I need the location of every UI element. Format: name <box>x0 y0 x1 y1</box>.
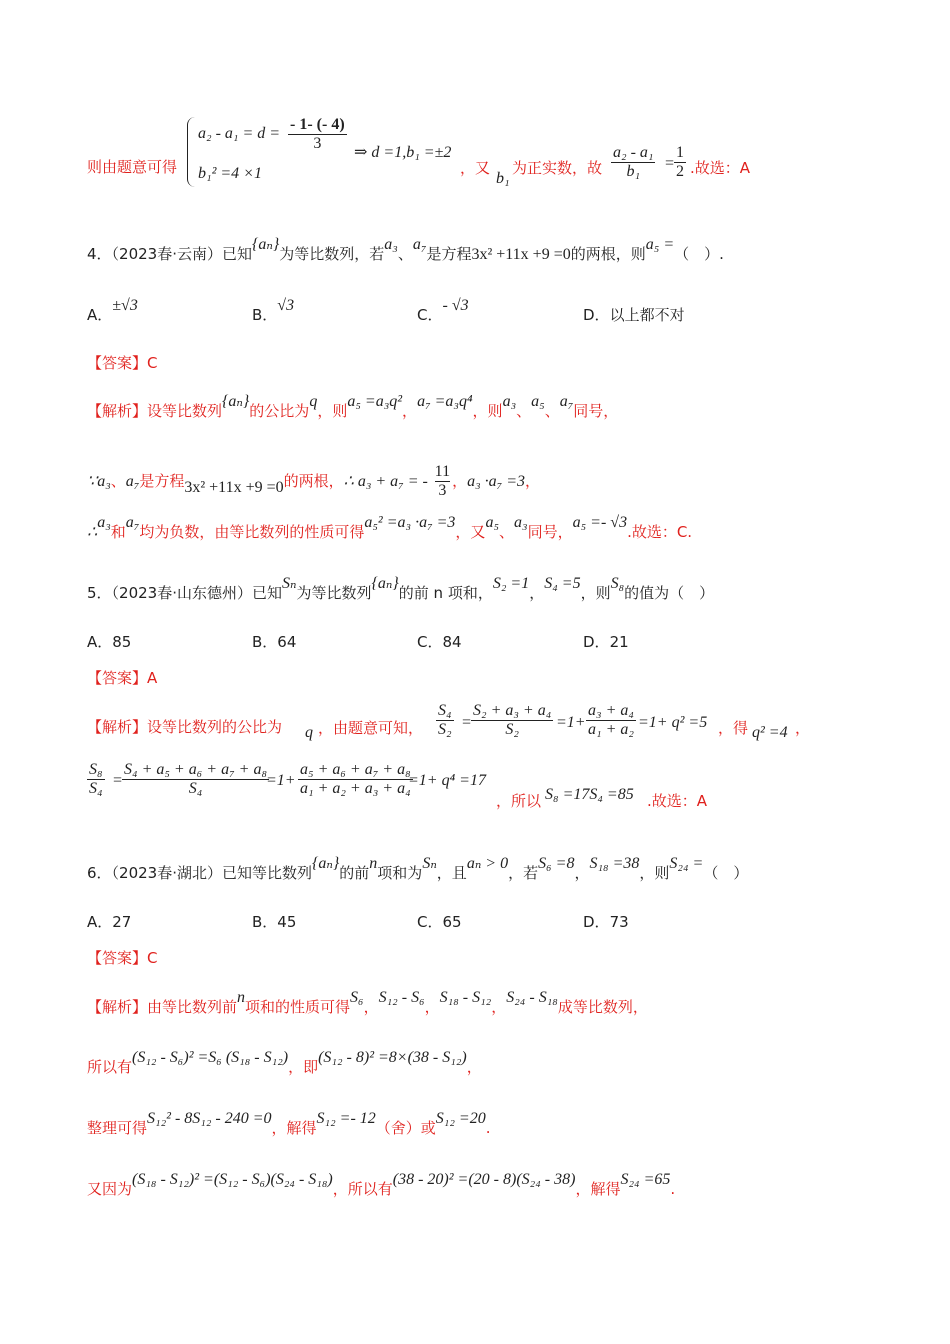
q5-frac-s4-s2: $\frac{\text{S₄}}{\text{S₂}}$ <box>438 702 452 738</box>
q6-option-b[interactable]: B．45 <box>252 913 297 931</box>
q5-g-eq2: =1+ <box>266 772 296 789</box>
q6-option-a[interactable]: A．27 <box>87 913 132 931</box>
q4-answer: 【答案】C <box>87 354 158 372</box>
q5-frac-3: $\frac{\text{a₃ + a₄}}{\text{a₁ + a₂}}$ <box>588 702 634 738</box>
q5-eq3: =1+ q² =5 <box>638 714 708 731</box>
q5-frac-s8-s4: $\frac{\text{S₈}}{\text{S₄}}$ <box>89 761 103 797</box>
system-row-1: a₂ - a₁ = d = <box>198 125 281 142</box>
q6-stem: 6．（2023春·湖北）已知等比数列{aₙ}的前n项和为Sₙ，且aₙ > 0，若S₆ =8，S₁₈ =38，则S₂₄ =（ ） <box>87 855 749 882</box>
prev-fraction: $\frac{\text{a₂ - a₁}}{\text{b₁}}$ <box>613 144 654 180</box>
prev-lead: 则由题意可得 <box>87 158 178 176</box>
q5-q: q <box>305 724 313 741</box>
q6-analysis-line-2: 所以有(S₁₂ - S₆)² =S₆ (S₁₈ - S₁₂)，即(S₁₂ - 8)² =8×(38 - S₁₂)， <box>87 1049 482 1076</box>
q5-frac-g3: $\frac{\text{a₅ + a₆ + a₇ + a₈}}{\text{a₁ + a₂ + a₃ + a₄}}$ <box>300 761 411 797</box>
q4-option-b[interactable]: B．√3 <box>252 297 295 324</box>
system-row-2: b₁² =4 ×1 <box>198 165 262 182</box>
q5-g-eq3: =1+ q⁴ =17 <box>408 772 486 789</box>
q6-answer: 【答案】C <box>87 949 158 967</box>
q4-option-c[interactable]: C．- √3 <box>417 297 469 324</box>
q5-analysis-l2-m: S₈ =17S₄ =85 <box>545 786 634 803</box>
q5-option-a[interactable]: A．85 <box>87 633 132 651</box>
q5-q2: q² =4 <box>752 724 788 741</box>
system-brace <box>187 117 198 187</box>
q4-fraction-11-3: $\frac{11}{3}$ <box>434 463 451 499</box>
q4-stem: 4．（2023春·云南）已知{aₙ}为等比数列，若a₃、a₇是方程3x² +11x +9 =0的两根，则a₅ =（ ）. <box>87 236 724 263</box>
q4-option-d[interactable]: D．以上都不对 <box>583 306 685 324</box>
q5-analysis-l2-b: .故选：A <box>647 792 708 810</box>
q5-option-b[interactable]: B．64 <box>252 633 297 651</box>
q6-analysis-line-4: 又因为(S₁₈ - S₁₂)² =(S₁₂ - S₆)(S₂₄ - S₁₈)，所以有(38 - 20)² =(20 - 8)(S₂₄ - 38)，解得S₂₄ =65. <box>87 1171 676 1198</box>
q5-stem: 5．（2023春·山东德州）已知Sₙ为等比数列{aₙ}的前 n 项和，S₂ =1，S₄ =5，则S₈的值为（ ） <box>87 575 715 602</box>
q5-frac-2: $\frac{\text{S₂ + a₃ + a₄}}{\text{S₂}}$ <box>473 702 552 738</box>
q5-analysis-l2-a: ，所以 <box>496 792 542 810</box>
prev-mid2: 为正实数，故 <box>512 159 603 177</box>
half-fraction: $\frac{1}{2}$ <box>676 144 684 180</box>
q4-analysis-line-1: 【解析】设等比数列{aₙ}的公比为q，则a₅ =a₃q²，a₇ =a₃q⁴，则a₃、a₅、a₇同号， <box>87 393 619 420</box>
q6-option-c[interactable]: C．65 <box>417 913 462 931</box>
system-row-1-tail: ⇒ d =1,b₁ =±2 <box>354 144 452 161</box>
q6-analysis-line-3: 整理可得S₁₂² - 8S₁₂ - 240 =0，解得S₁₂ =- 12（舍）或S₁₂ =20. <box>87 1110 491 1137</box>
q5-analysis-text-d: ， <box>795 719 811 737</box>
prev-end: .故选：A <box>690 159 751 177</box>
q5-frac-g2: $\frac{\text{S₄ + a₅ + a₆ + a₇ + a₈}}{\text{S₄}}$ <box>124 761 267 797</box>
q4-option-a[interactable]: A．±√3 <box>87 297 138 324</box>
q5-g-eq1: = <box>112 772 123 789</box>
q4-analysis-line-2: ∵a₃、a₇是方程3x² +11x +9 =0的两根，∴ a₃ + a₇ = - $\frac{11}{3}$ ，a₃ ·a₇ =3， <box>87 463 541 499</box>
q5-option-c[interactable]: C．84 <box>417 633 462 651</box>
q6-option-d[interactable]: D．73 <box>583 913 629 931</box>
prev-b1: b₁ <box>496 170 510 187</box>
q5-analysis-text-b: ，由题意可知， <box>318 719 424 737</box>
q5-analysis-lead: 【解析】设等比数列的公比为 <box>87 718 283 736</box>
q5-eq2: =1+ <box>556 714 586 731</box>
q5-eq1: = <box>461 714 472 731</box>
system-fraction: $\frac{- 1- (- 4)}{3}$ <box>290 116 345 152</box>
prev-mid: ，又 <box>460 159 491 177</box>
q5-answer: 【答案】A <box>87 669 158 687</box>
q4-analysis-line-3: ∴a₃和a₇均为负数，由等比数列的性质可得a₅² =a₃ ·a₇ =3，又a₅、a₃同号，a₅ =- √3.故选：C. <box>87 514 693 541</box>
q6-analysis-line-1: 【解析】由等比数列前n项和的性质可得S₆，S₁₂ - S₆，S₁₈ - S₁₂，S₂₄ - S₁₈成等比数列， <box>87 989 648 1016</box>
q5-analysis-text-c: ，得 <box>718 719 749 737</box>
prev-eq: = <box>664 155 675 172</box>
q5-option-d[interactable]: D．21 <box>583 633 629 651</box>
